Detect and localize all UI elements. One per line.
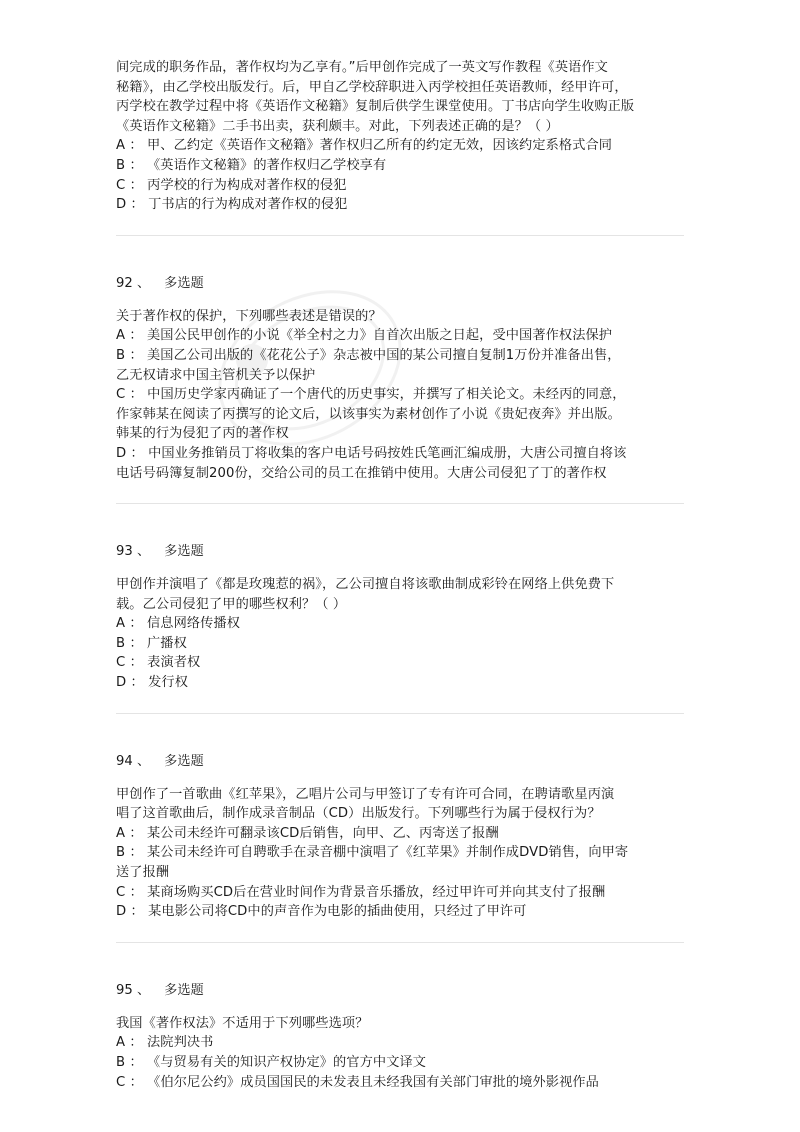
question-type: 多选题 <box>164 982 204 998</box>
question-number: 92 、 <box>116 275 151 291</box>
option-a: A ： 甲、乙约定《英语作文秘籍》著作权归乙所有的约定无效，因该约定系格式合同 <box>116 138 613 154</box>
question-header <box>116 752 686 772</box>
option-d: D ： 发行权 <box>116 675 188 691</box>
stem-line: 甲创作了一首歌曲《红苹果》，乙唱片公司与甲签订了专有许可合同，在聘请歌星丙演 <box>116 786 615 802</box>
document-content <box>116 58 686 1092</box>
option-a: A ： 法院判决书 <box>116 1035 214 1051</box>
option-c: C ： 丙学校的行为构成对著作权的侵犯 <box>116 177 347 193</box>
option-b: B ： 广播权 <box>116 635 187 651</box>
option-c: C ： 某商场购买CD后在营业时间作为背景音乐播放，经过甲许可并向其支付了报酬 <box>116 884 606 900</box>
question-93 <box>116 542 686 693</box>
question-number: 94 、 <box>116 753 151 769</box>
option-a: A ： 某公司未经许可翻录该CD后销售，向甲、乙、丙寄送了报酬 <box>116 825 499 841</box>
question-separator <box>116 235 684 236</box>
option-c: C ： 中国历史学家丙确证了一个唐代的历史事实，并撰写了相关论文。未经丙的同意， <box>116 387 626 403</box>
option-a: A ： 美国公民甲创作的小说《举全村之力》自首次出版之日起，受中国著作权法保护 <box>116 328 613 344</box>
option-a: A ： 信息网络传播权 <box>116 616 241 632</box>
option-c-cont: 作家韩某在阅读了丙撰写的论文后，以该事实为素材创作了小说《贵妃夜奔》并出版。 <box>116 406 621 422</box>
stem-line: 甲创作并演唱了《都是玫瑰惹的祸》，乙公司擅自将该歌曲制成彩铃在网络上供免费下 <box>116 577 615 593</box>
stem-line: 秘籍》，由乙学校出版发行。后，甲自乙学校辞职进入丙学校担任英语教师，经甲许可， <box>116 79 628 95</box>
question-number: 95 、 <box>116 982 151 998</box>
option-b: B ： 某公司未经许可自聘歌手在录音棚中演唱了《红苹果》并制作成DVD销售，向甲寄 <box>116 845 629 861</box>
option-d: D ： 某电影公司将CD中的声音作为电影的插曲使用，只经过了甲许可 <box>116 904 527 920</box>
question-type: 多选题 <box>164 753 204 769</box>
stem-line: 唱了这首歌曲后，制作成录音制品（CD）出版发行。下列哪些行为属于侵权行为？ <box>116 806 601 822</box>
question-separator <box>116 713 684 714</box>
option-c: C ： 《伯尔尼公约》成员国国民的未发表且未经我国有关部门审批的境外影视作品 <box>116 1074 599 1090</box>
question-separator <box>116 503 684 504</box>
question-type: 多选题 <box>164 275 204 291</box>
question-separator <box>116 942 684 943</box>
question-91-continuation <box>116 58 686 215</box>
option-b: B ： 《英语作文秘籍》的著作权归乙学校享有 <box>116 157 387 173</box>
question-header <box>116 981 686 1001</box>
question-header <box>116 542 686 562</box>
stem-line: 关于著作权的保护，下列哪些表述是错误的？ <box>116 308 382 324</box>
option-c-cont: 韩某的行为侵犯了丙的著作权 <box>116 426 289 442</box>
stem-line: 丙学校在教学过程中将《英语作文秘籍》复制后供学生课堂使用。丁书店向学生收购正版 <box>116 99 635 115</box>
option-d: D ： 中国业务推销员丁将收集的客户电话号码按姓氏笔画汇编成册，大唐公司擅自将该 <box>116 445 627 461</box>
option-b-cont: 送了报酬 <box>116 865 170 881</box>
option-b-cont: 乙无权请求中国主管机关予以保护 <box>116 367 316 383</box>
question-number: 93 、 <box>116 544 151 560</box>
option-b: B ： 《与贸易有关的知识产权协定》的官方中文译文 <box>116 1055 427 1070</box>
option-d-cont: 电话号码簿复制200份，交给公司的员工在推销中使用。大唐公司侵犯了丁的著作权 <box>116 465 607 481</box>
stem-line: 间完成的职务作品，著作权均为乙享有。”后甲创作完成了一英文写作教程《英语作文 <box>116 60 608 75</box>
question-type: 多选题 <box>164 544 204 560</box>
stem-line: 我国《著作权法》不适用于下列哪些选项？ <box>116 1015 369 1031</box>
question-94 <box>116 752 686 922</box>
stem-line: 《英语作文秘籍》二手书出卖，获利颇丰。对此，下列表述正确的是？（ ） <box>116 118 559 134</box>
question-header <box>116 274 686 294</box>
option-c: C ： 表演者权 <box>116 655 201 671</box>
question-92 <box>116 274 686 483</box>
question-95 <box>116 981 686 1092</box>
option-b: B ： 美国乙公司出版的《花花公子》杂志被中国的某公司擅自复制1万份并准备出售， <box>116 347 621 363</box>
stem-line: 载。乙公司侵犯了甲的哪些权利？（ ） <box>116 596 347 612</box>
option-d: D ： 丁书店的行为构成对著作权的侵犯 <box>116 197 348 213</box>
